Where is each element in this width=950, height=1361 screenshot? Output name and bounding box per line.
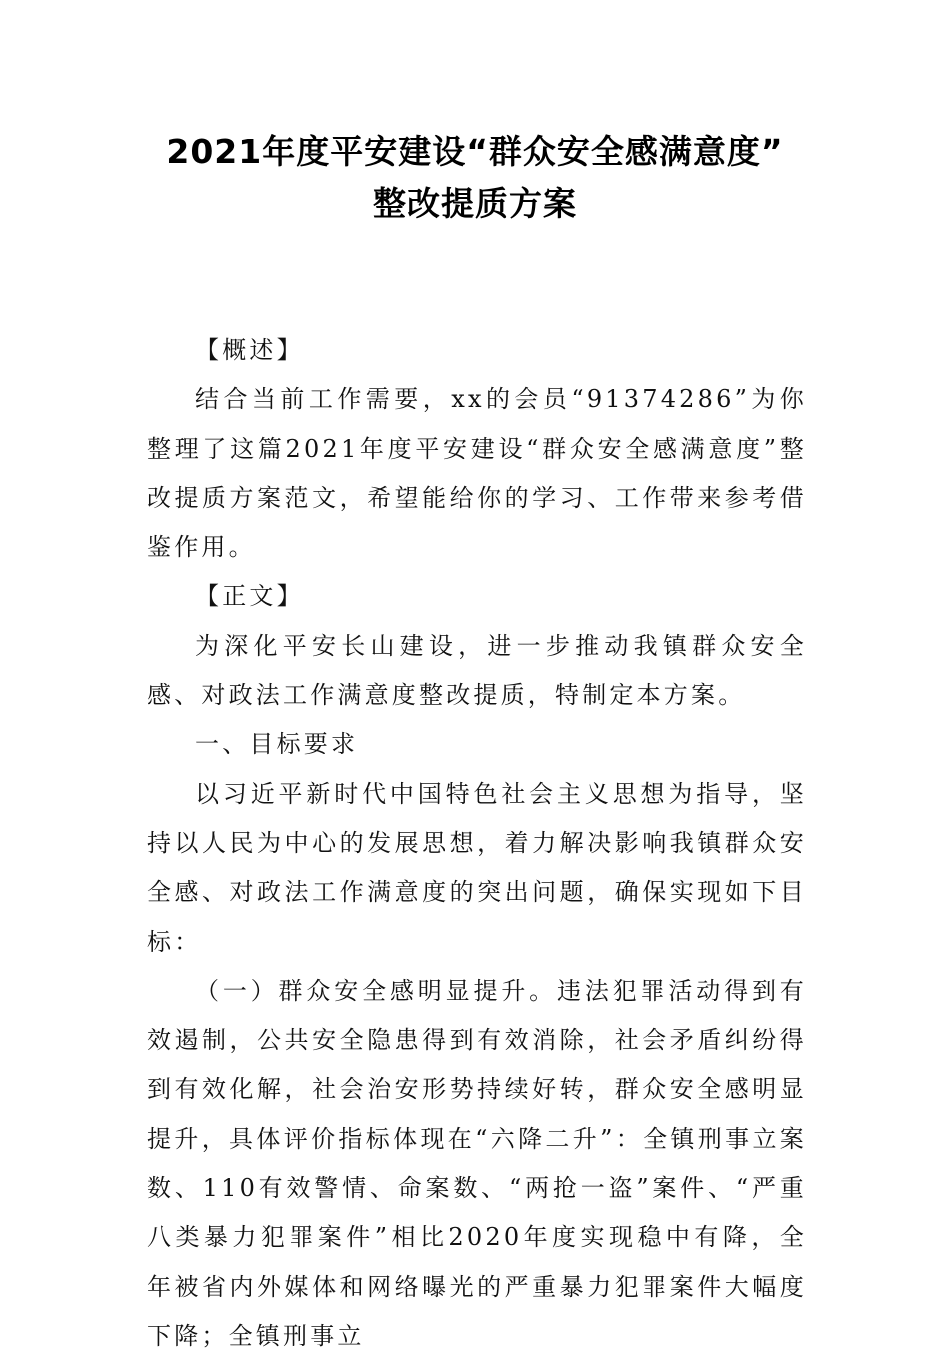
paragraph-guidance: 以习近平新时代中国特色社会主义思想为指导，坚持以人民为中心的发展思想，着力解决影响我镇群众安全感、对政法工作满意度的突出问题，确保实现如下目标：: [147, 779, 807, 956]
document-body: [147, 326, 807, 1361]
paragraph-intro: 结合当前工作需要，xx的会员“91374286”为你整理了这篇2021年度平安建设“群众安全感满意度”整改提质方案范文，希望能给你的学习、工作带来参考借鉴作用。: [147, 385, 807, 562]
paragraph-purpose: 为深化平安长山建设，进一步推动我镇群众安全感、对政法工作满意度整改提质，特制定本方案。: [147, 631, 807, 710]
section-heading-overview: 【概述】: [195, 336, 304, 364]
section-heading-main-text: 【正文】: [195, 582, 304, 611]
document-title-line-2: 整改提质方案: [373, 184, 577, 223]
section-heading-goals: 一、目标要求: [195, 730, 359, 759]
document-title-line-1: 2021年度平安建设“群众安全感满意度”: [166, 132, 784, 171]
paragraph-goal-1: （一）群众安全感明显提升。违法犯罪活动得到有效遏制，公共安全隐患得到有效消除，社会矛盾纠纷得到有效化解，社会治安形势持续好转，群众安全感明显提升，具体评价指标体现在“六降二升”：全镇刑事立案数、110有效警情、命案数、“两抢一盗”案件、“严重八类暴力犯罪案件”相比2020年度实现稳中有降，全年被省内外媒体和网络曝光的严重暴力犯罪案件大幅度下降；全镇刑事立: [147, 976, 807, 1350]
